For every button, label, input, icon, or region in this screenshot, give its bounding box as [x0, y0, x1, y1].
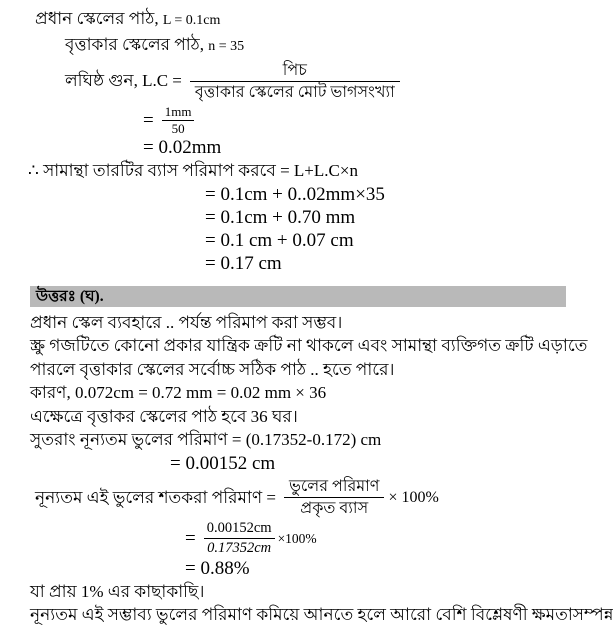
diameter-step-1: = 0.1cm + 0..02mm×35 — [205, 183, 385, 205]
main-scale-label: প্রধান স্কেলের পাঠ, — [35, 9, 159, 28]
least-count-step2-line — [143, 104, 600, 136]
step2-fraction — [162, 104, 195, 137]
percent-error-definition-line — [35, 475, 600, 521]
calc-fraction-denominator: 0.17352cm — [204, 538, 275, 558]
answer-para-line-1: প্রধান স্কেল ব্যবহারে .. পর্যন্ত পরিমাপ করা সম্ভব। — [30, 312, 343, 332]
min-error-value-line: = 0.00152 cm — [170, 452, 276, 474]
closing-line: নূন্যতম এই সম্ভাব্য ভুলের পরিমাণ কমিয়ে আনতে হলে আরো বেশি বিশ্লেষণী ক্ষমতাসম্পন্ন — [30, 605, 613, 624]
approx-note-line: যা প্রায় 1% এর কাছাকাছি। — [30, 581, 205, 601]
percent-fraction-numerator: ভুলের পরিমাণ — [288, 478, 380, 495]
main-scale-reading-line — [35, 0, 600, 33]
calc-multiplier: ×100% — [277, 530, 317, 546]
percent-result-line: = 0.88% — [185, 557, 250, 579]
step2-fraction-numerator: 1mm — [164, 103, 192, 119]
diameter-step-3: = 0.1 cm + 0.07 cm — [205, 229, 354, 251]
percent-error-label: নূন্যতম এই ভুলের শতকরা পরিমাণ = — [35, 487, 276, 507]
percent-error-fraction — [284, 476, 385, 519]
diameter-statement: সামান্থা তারটির ব্যাস পরিমাপ করবে = L+L.C×n — [43, 161, 358, 180]
answer-para-line-6: সুতরাং নূন্যতম ভুলের পরিমাণ = (0.17352-0.172) cm — [30, 430, 382, 449]
least-count-label: লঘিষ্ঠ গুন, L.C = — [65, 71, 182, 91]
percent-calc-fraction — [204, 519, 275, 558]
percent-multiplier: × 100% — [388, 489, 439, 506]
calc-equals-sign: = — [185, 528, 196, 549]
main-scale-value: L = 0.1cm — [162, 13, 221, 28]
percent-error-calc-line — [185, 521, 600, 557]
percent-fraction-denominator: প্রকৃত ব্যাস — [284, 497, 385, 519]
answer-para-line-5: এক্ষেত্রে বৃত্তাকর স্কেলের পাঠ হবে 36 ঘর। — [30, 406, 298, 426]
diameter-statement-line — [28, 159, 600, 183]
therefore-symbol: ∴ — [28, 161, 39, 180]
circular-scale-value: n = 35 — [208, 38, 245, 54]
answer-para-line-4: কারণ, 0.072cm = 0.72 mm = 0.02 mm × 36 — [30, 383, 327, 402]
least-count-result-line: = 0.02mm — [143, 137, 222, 158]
answer-section-header: উত্তরঃ (ঘ). — [30, 286, 566, 307]
circular-scale-label: বৃত্তাকার স্কেলের পাঠ, — [65, 34, 205, 54]
step2-equals-sign: = — [143, 109, 154, 131]
step2-fraction-denominator: 50 — [162, 120, 195, 137]
circular-scale-reading-line — [65, 33, 600, 59]
diameter-step-2: = 0.1cm + 0.70 mm — [205, 206, 356, 228]
least-count-fraction — [190, 60, 400, 103]
answer-para-line-3: পারলে বৃত্তাকার স্কেলের সর্বোচ্চ সঠিক পাঠ .. হতে পারে। — [30, 359, 395, 379]
least-count-definition-line — [65, 58, 600, 104]
answer-para-line-2: স্ক্রু গজটিতে কোনো প্রকার যান্ত্রিক ক্রটি না থাকলে এবং সামান্থা ব্যক্তিগত ক্রটি এড়াতে — [30, 336, 588, 355]
calc-fraction-numerator: 0.00152cm — [206, 520, 272, 536]
least-count-fraction-denominator: বৃত্তাকার স্কেলের মোট ভাগসংখ্যা — [190, 81, 400, 103]
diameter-step-4: = 0.17 cm — [205, 252, 282, 274]
least-count-fraction-numerator: পিচ — [282, 61, 307, 79]
